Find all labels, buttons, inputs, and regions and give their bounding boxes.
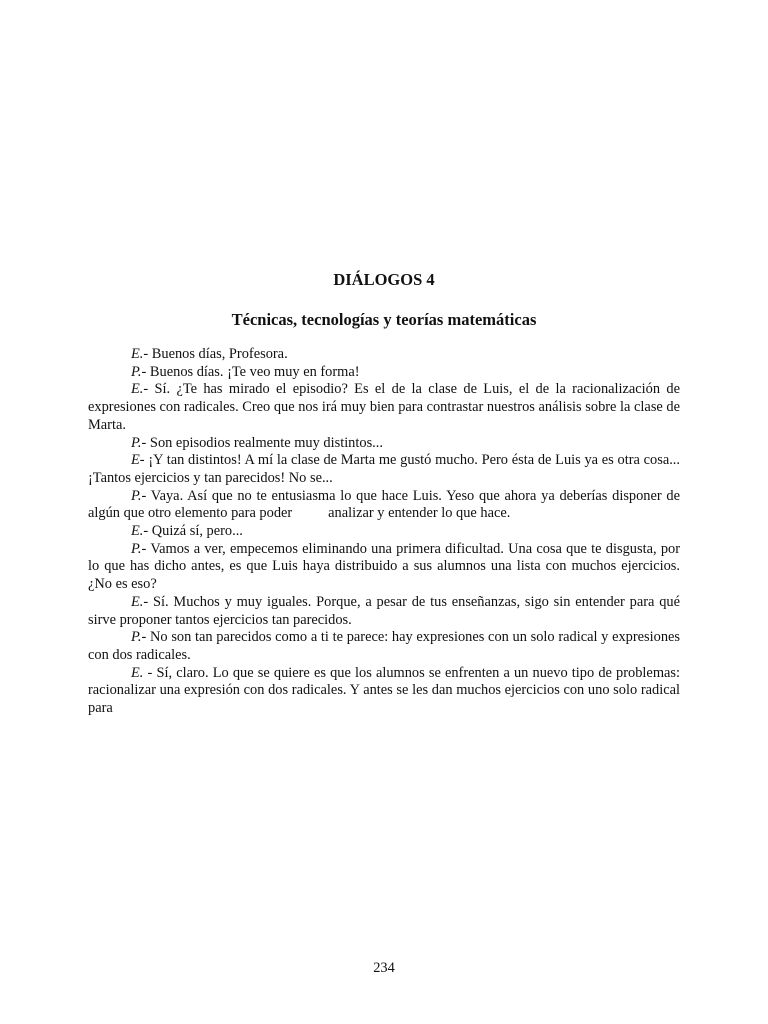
- dialogue-paragraph: [88, 594, 680, 629]
- dialogue-paragraph: [88, 346, 680, 364]
- speaker-label: E.: [131, 381, 144, 398]
- dialogue-text: - Sí. Muchos y muy iguales. Porque, a pesar de tus enseñanzas, sigo sin entender para qué sirve proponer tantos ejercicios tan parecidos.: [88, 593, 680, 628]
- dialogue-paragraph: [88, 629, 680, 664]
- dialogue-paragraph: [88, 664, 684, 718]
- dialogue-paragraph: [88, 541, 680, 594]
- dialogue-text: - Vaya. Así que no te entusiasma lo que hace Luis. Yeso que ahora ya deberías disponer de algún que otro elemento para poder analizar y entender lo que hace.: [88, 487, 684, 522]
- dialogue-paragraph: [88, 435, 680, 453]
- dialogue-text: - No son tan parecidos como a ti te parece: hay expresiones con un solo radical y expresiones con dos radicales.: [88, 629, 680, 663]
- dialogue-text: - Sí. ¿Te has mirado el episodio? Es el de la clase de Luis, el de la racionalización de expresiones con radicales. Creo que nos irá muy bien para contrastar nuestros análisis sobre la clase de Marta.: [88, 381, 680, 433]
- dialogue-text: - Vamos a ver, empecemos eliminando una primera dificultad. Una cosa que te disgusta, por lo que has dicho antes, es que Luis haya distribuido a sus alumnos una lista con muchos ejercicios. ¿No es eso?: [88, 540, 680, 593]
- speaker-label: E-: [131, 452, 145, 469]
- dialogue-text: - Sí, claro. Lo que se quiere es que los alumnos se enfrenten a un nuevo tipo de problemas: racionalizar una expresión con dos radicales. Y antes se les dan muchos ejercicios con uno solo radical para: [88, 664, 684, 717]
- dialogue-paragraph: [88, 364, 680, 382]
- speaker-label: P.: [131, 434, 142, 451]
- speaker-label: P.: [131, 540, 142, 557]
- speaker-label: E.: [131, 346, 144, 362]
- dialogue-text: - Buenos días, Profesora.: [143, 346, 288, 362]
- speaker-label: E.: [131, 664, 144, 681]
- speaker-label: P.: [131, 629, 142, 646]
- dialogue-body: [88, 346, 684, 718]
- dialogue-text: - Son episodios realmente muy distintos...: [141, 434, 383, 451]
- chapter-title: DIÁLOGOS 4: [333, 270, 435, 289]
- dialogue-paragraph: [88, 487, 684, 523]
- dialogue-paragraph: [88, 523, 680, 541]
- dialogue-paragraph: [88, 452, 680, 487]
- dialogue-text: - Buenos días. ¡Te veo muy en forma!: [141, 363, 360, 380]
- dialogue-text: - Quizá sí, pero...: [143, 523, 243, 540]
- speaker-label: P.: [131, 487, 142, 504]
- dialogue-text: ¡Y tan distintos! A mí la clase de Marta me gustó mucho. Pero ésta de Luis ya es otra cosa... ¡Tantos ejercicios y tan parecidos! No se...: [88, 452, 680, 486]
- speaker-label: E.: [131, 593, 144, 610]
- page-number: 234: [373, 960, 395, 976]
- dialogue-paragraph: [88, 381, 680, 434]
- section-title: Técnicas, tecnologías y teorías matemáticas: [231, 310, 537, 329]
- speaker-label: E.: [131, 523, 144, 540]
- speaker-label: P.: [131, 363, 142, 380]
